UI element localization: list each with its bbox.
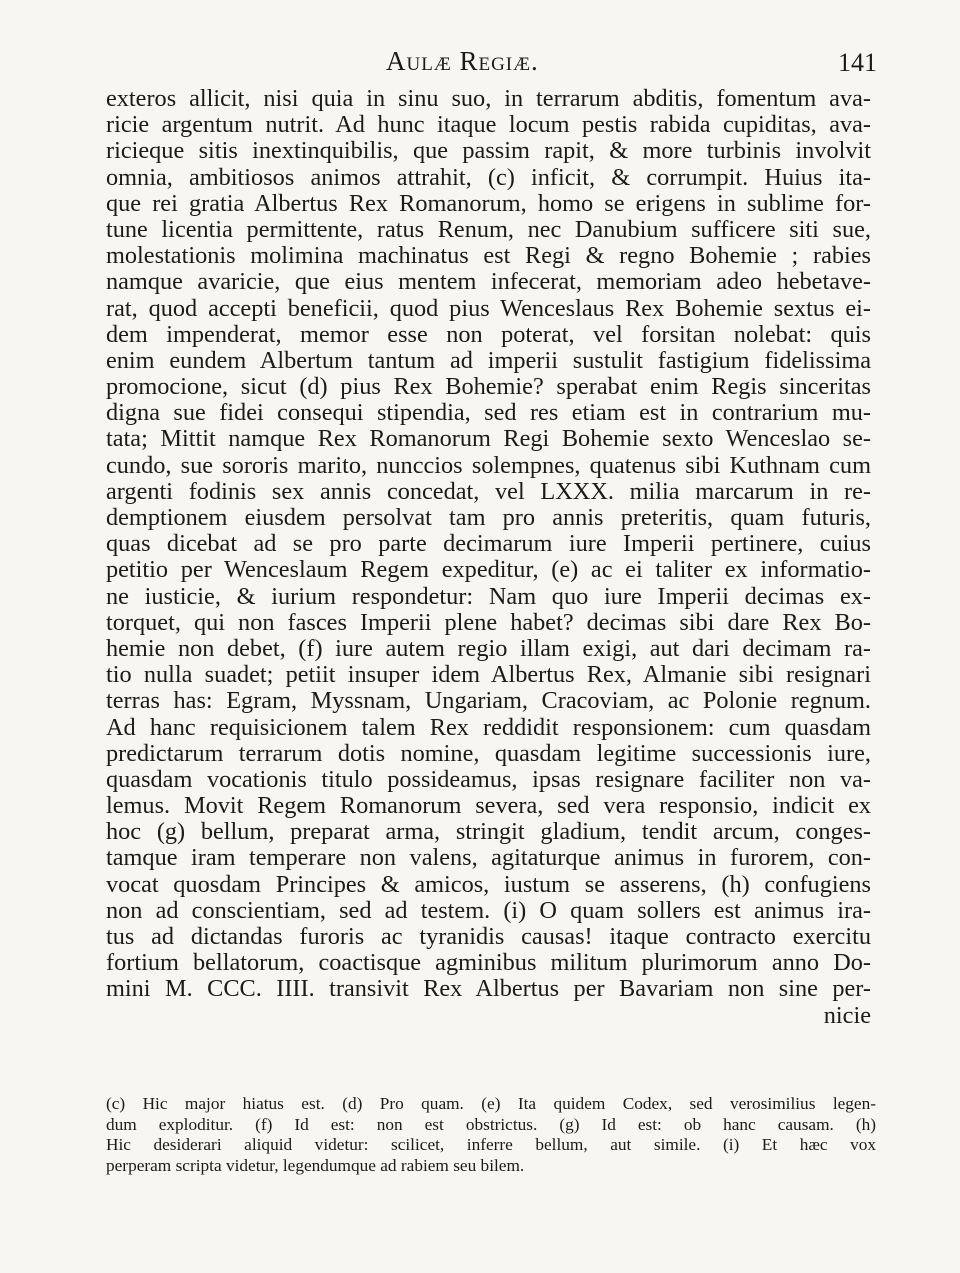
text-line: que rei gratia Albertus Rex Romanorum, homo se erigens in sublime for- [106,189,871,217]
footnote-line: perperam scripta videtur, legendumque ad rabiem seu bilem. [106,1155,525,1175]
main-text [106,86,871,1029]
text-line: tus ad dictandas furoris ac tyranidis causas! itaque contracto exercitu [106,923,871,950]
page-number: 141 [838,48,877,77]
text-line: demptionem eiusdem persolvat tam pro annis preteritis, quam futuris, [106,504,871,531]
footnote-line: dum exploditur. (f) Id est: non est obstrictus. (g) Id est: ob hanc causam. (h) [106,1114,876,1134]
text-line: dem impenderat, memor esse non poterat, vel forsitan nolebat: quis [106,320,871,348]
text-line: enim eundem Albertum tantum ad imperii sustulit fastigium fidelissima [106,346,871,374]
text-line: omnia, ambitiosos animos attrahit, (c) inficit, & corrumpit. Huius ita- [106,163,871,191]
text-line: tio nulla suadet; petiit insuper idem Albertus Rex, Almanie sibi resignari [106,661,871,689]
text-line: torquet, qui non fasces Imperii plene habet? decimas sibi dare Rex Bo- [106,608,871,636]
text-line: tune licentia permittente, ratus Renum, nec Danubium sufficere siti sue, [106,215,871,243]
running-head [0,46,960,82]
text-line: exteros allicit, nisi quia in sinu suo, in terrarum abditis, fomentum ava- [106,85,871,112]
text-line: cundo, sue sororis marito, nunccios solempnes, quatenus sibi Kuthnam cum [106,451,871,479]
text-line: predictarum terrarum dotis nomine, quasdam legitime successionis iure, [106,739,871,767]
text-line: nicie [823,1001,871,1029]
text-line: tamque iram temperare non valens, agitaturque animus in furorem, con- [106,844,871,872]
text-line: promocione, sicut (d) pius Rex Bohemie? sperabat enim Regis sinceritas [106,373,871,401]
running-title: Aulæ Regiæ. [386,46,539,76]
text-line: vocat quosdam Principes & amicos, iustum se asserens, (h) confugiens [106,870,871,898]
text-line: molestationis molimina machinatus est Regi & regno Bohemie ; rabies [106,242,871,270]
footnotes [106,1094,876,1176]
text-line: hemie non debet, (f) iure autem regio illam exigi, aut dari decimam ra- [106,634,871,662]
text-line: fortium bellatorum, coactisque agminibus militum plurimorum anno Do- [106,949,871,977]
text-line: Ad hanc requisicionem talem Rex reddidit responsionem: cum quasdam [106,713,871,741]
text-line: ne iusticie, & iurium respondetur: Nam quo iure Imperii decimas ex- [106,582,871,610]
text-line: ricieque sitis inextinquibilis, que passim rapit, & more turbinis involvit [106,137,871,165]
text-line: digna sue fidei consequi stipendia, sed res etiam est in contrarium mu- [106,399,871,427]
text-line: ricie argentum nutrit. Ad hunc itaque locum pestis rabida cupiditas, ava- [106,111,871,139]
text-line: namque avaricie, que eius mentem infecerat, memoriam adeo hebetave- [106,268,871,296]
text-line: argenti fodinis sex annis concedat, vel LXXX. milia marcarum in re- [106,477,871,505]
footnote-line: Hic desiderari aliquid videtur: scilicet, inferre bellum, aut simile. (i) Et hæc vox [106,1135,876,1155]
text-line: mini M. CCC. IIII. transivit Rex Albertus per Bavariam non sine per- [106,975,871,1003]
text-line: quas dicebat ad se pro parte decimarum iure Imperii pertinere, cuius [106,530,871,558]
text-line: petitio per Wenceslaum Regem expeditur, (e) ac ei taliter ex informatio- [106,556,871,584]
text-line: lemus. Movit Regem Romanorum severa, sed vera responsio, indicit ex [106,792,871,820]
footnote-line: (c) Hic major hiatus est. (d) Pro quam. (e) Ita quidem Codex, sed verosimilius legen- [106,1094,876,1113]
text-line: tata; Mittit namque Rex Romanorum Regi Bohemie sexto Wenceslao se- [106,425,871,453]
text-line: terras has: Egram, Myssnam, Ungariam, Cracoviam, ac Polonie regnum. [106,687,871,715]
text-line: rat, quod accepti beneficii, quod pius Wenceslaus Rex Bohemie sextus ei- [106,294,871,322]
text-line: non ad conscientiam, sed ad testem. (i) O quam sollers est animus ira- [106,896,871,924]
text-line: quasdam vocationis titulo possideamus, ipsas resignare faciliter non va- [106,765,871,793]
text-line: hoc (g) bellum, preparat arma, stringit gladium, tendit arcum, conges- [106,818,871,846]
